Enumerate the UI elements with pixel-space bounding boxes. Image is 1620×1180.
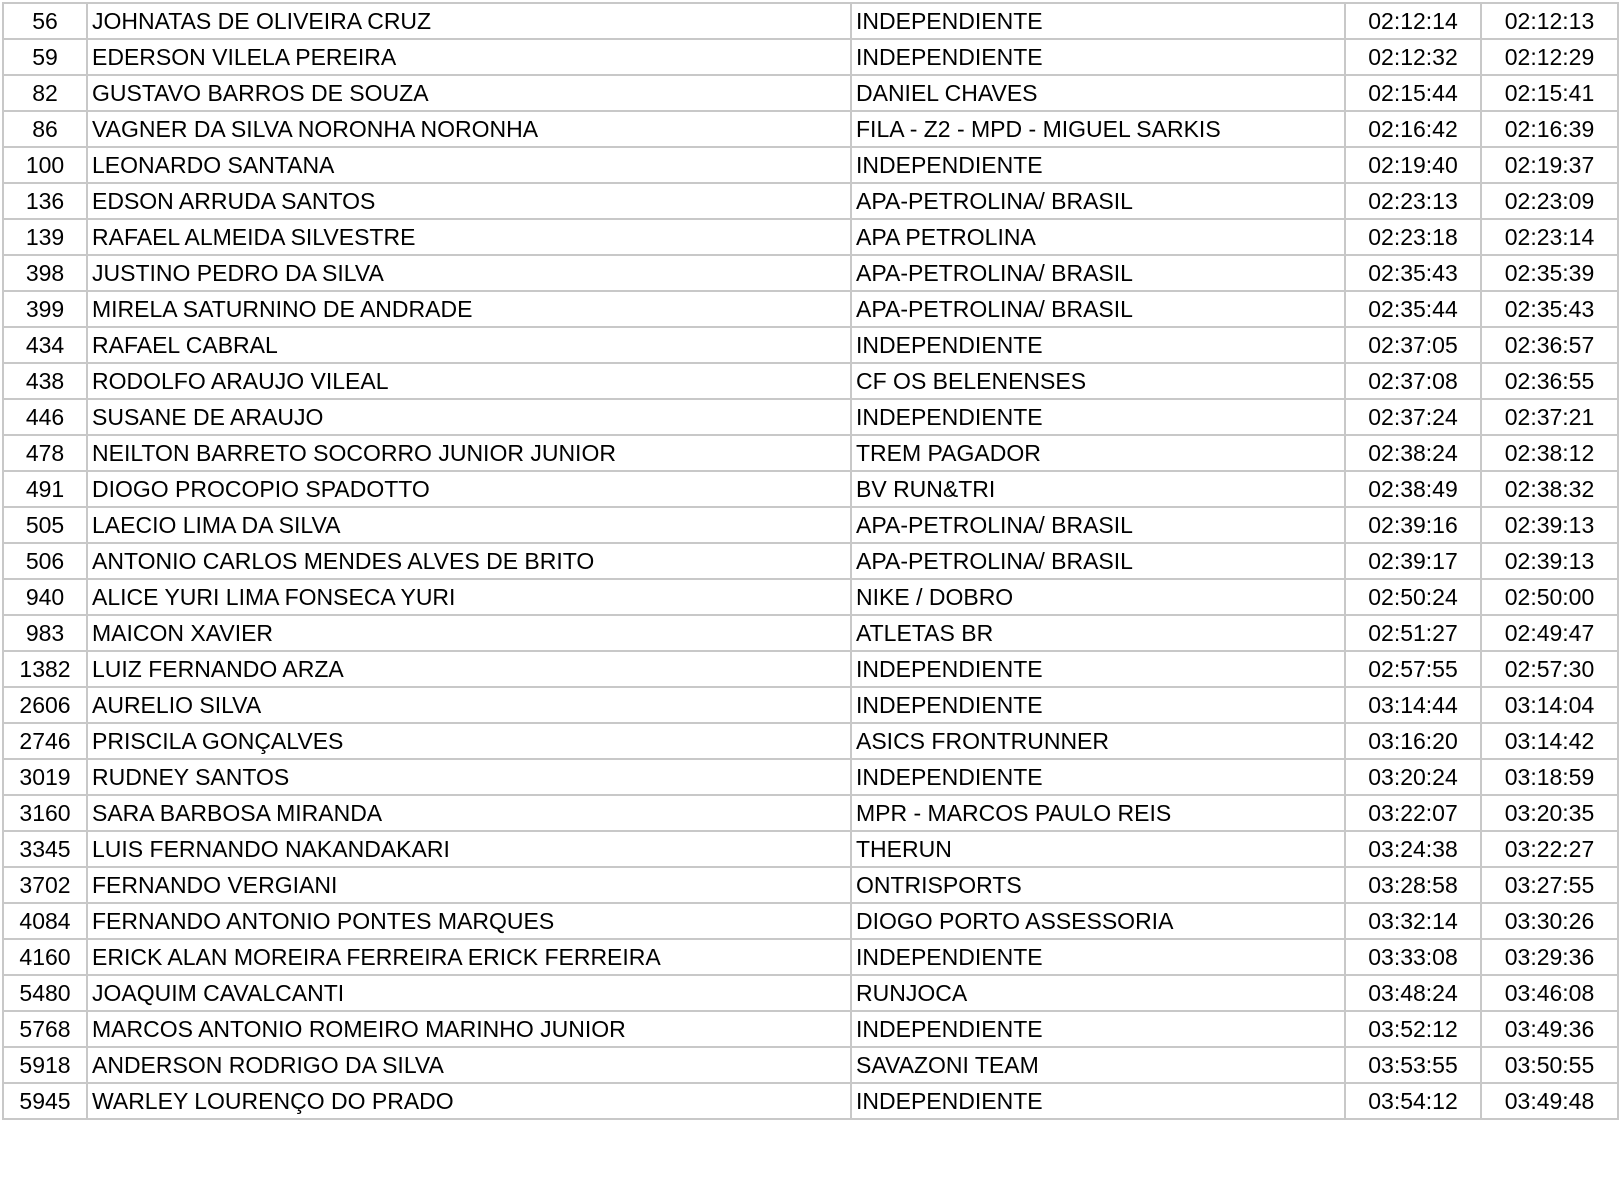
gross-time-cell: 02:39:17 [1345,543,1481,579]
bib-number-cell: 86 [3,111,87,147]
bib-number-cell: 3160 [3,795,87,831]
gross-time-cell: 02:12:14 [1345,3,1481,39]
table-row [3,3,1618,39]
bib-number-cell: 3702 [3,867,87,903]
gross-time-cell: 02:23:13 [1345,183,1481,219]
team-cell: APA-PETROLINA/ BRASIL [851,543,1345,579]
bib-number-cell: 491 [3,471,87,507]
team-cell: SAVAZONI TEAM [851,1047,1345,1083]
gross-time-cell: 03:16:20 [1345,723,1481,759]
team-cell: ONTRISPORTS [851,867,1345,903]
gross-time-cell: 02:39:16 [1345,507,1481,543]
runner-name-cell: RUDNEY SANTOS [87,759,851,795]
team-cell: APA-PETROLINA/ BRASIL [851,255,1345,291]
runner-name-cell: JOHNATAS DE OLIVEIRA CRUZ [87,3,851,39]
team-cell: INDEPENDIENTE [851,939,1345,975]
gross-time-cell: 02:38:24 [1345,435,1481,471]
runner-name-cell: RAFAEL ALMEIDA SILVESTRE [87,219,851,255]
table-row [3,111,1618,147]
table-row [3,867,1618,903]
gross-time-cell: 02:35:44 [1345,291,1481,327]
bib-number-cell: 4084 [3,903,87,939]
table-row [3,831,1618,867]
table-row [3,39,1618,75]
bib-number-cell: 139 [3,219,87,255]
team-cell: INDEPENDIENTE [851,327,1345,363]
table-row [3,651,1618,687]
team-cell: FILA - Z2 - MPD - MIGUEL SARKIS [851,111,1345,147]
runner-name-cell: ALICE YURI LIMA FONSECA YURI [87,579,851,615]
table-row [3,1083,1618,1119]
table-row [3,435,1618,471]
gross-time-cell: 03:54:12 [1345,1083,1481,1119]
runner-name-cell: DIOGO PROCOPIO SPADOTTO [87,471,851,507]
net-time-cell: 02:23:14 [1481,219,1618,255]
runner-name-cell: LAECIO LIMA DA SILVA [87,507,851,543]
net-time-cell: 02:35:39 [1481,255,1618,291]
bib-number-cell: 4160 [3,939,87,975]
team-cell: INDEPENDIENTE [851,651,1345,687]
bib-number-cell: 1382 [3,651,87,687]
team-cell: INDEPENDIENTE [851,759,1345,795]
table-row [3,903,1618,939]
net-time-cell: 03:20:35 [1481,795,1618,831]
gross-time-cell: 02:12:32 [1345,39,1481,75]
gross-time-cell: 03:52:12 [1345,1011,1481,1047]
runner-name-cell: RAFAEL CABRAL [87,327,851,363]
runner-name-cell: JUSTINO PEDRO DA SILVA [87,255,851,291]
bib-number-cell: 478 [3,435,87,471]
gross-time-cell: 03:14:44 [1345,687,1481,723]
runner-name-cell: WARLEY LOURENÇO DO PRADO [87,1083,851,1119]
runner-name-cell: EDSON ARRUDA SANTOS [87,183,851,219]
runner-name-cell: MAICON XAVIER [87,615,851,651]
gross-time-cell: 03:53:55 [1345,1047,1481,1083]
net-time-cell: 02:12:13 [1481,3,1618,39]
team-cell: INDEPENDIENTE [851,1083,1345,1119]
bib-number-cell: 3019 [3,759,87,795]
team-cell: THERUN [851,831,1345,867]
table-row [3,939,1618,975]
net-time-cell: 02:38:12 [1481,435,1618,471]
runner-name-cell: SUSANE DE ARAUJO [87,399,851,435]
bib-number-cell: 5945 [3,1083,87,1119]
net-time-cell: 02:57:30 [1481,651,1618,687]
gross-time-cell: 02:51:27 [1345,615,1481,651]
runner-name-cell: SARA BARBOSA MIRANDA [87,795,851,831]
net-time-cell: 03:14:04 [1481,687,1618,723]
bib-number-cell: 506 [3,543,87,579]
table-row [3,327,1618,363]
table-row [3,975,1618,1011]
bib-number-cell: 2606 [3,687,87,723]
runner-name-cell: NEILTON BARRETO SOCORRO JUNIOR JUNIOR [87,435,851,471]
runner-name-cell: MARCOS ANTONIO ROMEIRO MARINHO JUNIOR [87,1011,851,1047]
bib-number-cell: 3345 [3,831,87,867]
team-cell: INDEPENDIENTE [851,399,1345,435]
bib-number-cell: 56 [3,3,87,39]
bib-number-cell: 983 [3,615,87,651]
bib-number-cell: 398 [3,255,87,291]
runner-name-cell: JOAQUIM CAVALCANTI [87,975,851,1011]
runner-name-cell: LUIZ FERNANDO ARZA [87,651,851,687]
net-time-cell: 02:50:00 [1481,579,1618,615]
team-cell: DANIEL CHAVES [851,75,1345,111]
team-cell: NIKE / DOBRO [851,579,1345,615]
bib-number-cell: 434 [3,327,87,363]
gross-time-cell: 02:37:08 [1345,363,1481,399]
table-row [3,399,1618,435]
net-time-cell: 02:16:39 [1481,111,1618,147]
bib-number-cell: 5768 [3,1011,87,1047]
table-row [3,543,1618,579]
table-row [3,615,1618,651]
net-time-cell: 02:37:21 [1481,399,1618,435]
net-time-cell: 03:49:36 [1481,1011,1618,1047]
team-cell: INDEPENDIENTE [851,39,1345,75]
net-time-cell: 03:27:55 [1481,867,1618,903]
net-time-cell: 02:49:47 [1481,615,1618,651]
team-cell: TREM PAGADOR [851,435,1345,471]
gross-time-cell: 02:23:18 [1345,219,1481,255]
runner-name-cell: LUIS FERNANDO NAKANDAKARI [87,831,851,867]
net-time-cell: 02:19:37 [1481,147,1618,183]
net-time-cell: 03:29:36 [1481,939,1618,975]
net-time-cell: 02:36:55 [1481,363,1618,399]
team-cell: BV RUN&TRI [851,471,1345,507]
gross-time-cell: 02:38:49 [1345,471,1481,507]
gross-time-cell: 02:50:24 [1345,579,1481,615]
team-cell: APA-PETROLINA/ BRASIL [851,183,1345,219]
net-time-cell: 03:30:26 [1481,903,1618,939]
bib-number-cell: 505 [3,507,87,543]
table-row [3,147,1618,183]
table-row [3,291,1618,327]
net-time-cell: 02:39:13 [1481,543,1618,579]
gross-time-cell: 02:35:43 [1345,255,1481,291]
table-row [3,75,1618,111]
bib-number-cell: 5480 [3,975,87,1011]
team-cell: MPR - MARCOS PAULO REIS [851,795,1345,831]
bib-number-cell: 5918 [3,1047,87,1083]
team-cell: ASICS FRONTRUNNER [851,723,1345,759]
runner-name-cell: ERICK ALAN MOREIRA FERREIRA ERICK FERREIRA [87,939,851,975]
bib-number-cell: 940 [3,579,87,615]
runner-name-cell: PRISCILA GONÇALVES [87,723,851,759]
net-time-cell: 02:35:43 [1481,291,1618,327]
runner-name-cell: ANDERSON RODRIGO DA SILVA [87,1047,851,1083]
gross-time-cell: 03:20:24 [1345,759,1481,795]
team-cell: APA PETROLINA [851,219,1345,255]
net-time-cell: 02:15:41 [1481,75,1618,111]
bib-number-cell: 399 [3,291,87,327]
gross-time-cell: 02:16:42 [1345,111,1481,147]
gross-time-cell: 02:37:05 [1345,327,1481,363]
team-cell: INDEPENDIENTE [851,1011,1345,1047]
table-row [3,507,1618,543]
net-time-cell: 03:50:55 [1481,1047,1618,1083]
table-row [3,759,1618,795]
gross-time-cell: 02:57:55 [1345,651,1481,687]
table-row [3,363,1618,399]
table-row [3,1011,1618,1047]
table-row [3,255,1618,291]
table-row [3,183,1618,219]
team-cell: CF OS BELENENSES [851,363,1345,399]
gross-time-cell: 02:19:40 [1345,147,1481,183]
net-time-cell: 03:14:42 [1481,723,1618,759]
net-time-cell: 03:18:59 [1481,759,1618,795]
runner-name-cell: LEONARDO SANTANA [87,147,851,183]
gross-time-cell: 03:22:07 [1345,795,1481,831]
team-cell: INDEPENDIENTE [851,147,1345,183]
team-cell: RUNJOCA [851,975,1345,1011]
bib-number-cell: 136 [3,183,87,219]
team-cell: INDEPENDIENTE [851,687,1345,723]
runner-name-cell: FERNANDO VERGIANI [87,867,851,903]
runner-name-cell: VAGNER DA SILVA NORONHA NORONHA [87,111,851,147]
runner-name-cell: EDERSON VILELA PEREIRA [87,39,851,75]
team-cell: APA-PETROLINA/ BRASIL [851,291,1345,327]
table-row [3,723,1618,759]
table-row [3,579,1618,615]
net-time-cell: 03:22:27 [1481,831,1618,867]
team-cell: ATLETAS BR [851,615,1345,651]
table-row [3,219,1618,255]
runner-name-cell: AURELIO SILVA [87,687,851,723]
gross-time-cell: 02:37:24 [1345,399,1481,435]
net-time-cell: 02:23:09 [1481,183,1618,219]
table-row [3,795,1618,831]
gross-time-cell: 03:48:24 [1345,975,1481,1011]
net-time-cell: 02:39:13 [1481,507,1618,543]
gross-time-cell: 03:24:38 [1345,831,1481,867]
bib-number-cell: 59 [3,39,87,75]
table-row [3,471,1618,507]
bib-number-cell: 2746 [3,723,87,759]
team-cell: INDEPENDIENTE [851,3,1345,39]
net-time-cell: 03:46:08 [1481,975,1618,1011]
gross-time-cell: 03:28:58 [1345,867,1481,903]
net-time-cell: 02:12:29 [1481,39,1618,75]
team-cell: DIOGO PORTO ASSESSORIA [851,903,1345,939]
bib-number-cell: 446 [3,399,87,435]
net-time-cell: 03:49:48 [1481,1083,1618,1119]
table-row [3,687,1618,723]
gross-time-cell: 03:32:14 [1345,903,1481,939]
results-table [2,2,1619,1120]
runner-name-cell: RODOLFO ARAUJO VILEAL [87,363,851,399]
runner-name-cell: FERNANDO ANTONIO PONTES MARQUES [87,903,851,939]
runner-name-cell: GUSTAVO BARROS DE SOUZA [87,75,851,111]
results-body [3,3,1618,1119]
net-time-cell: 02:38:32 [1481,471,1618,507]
table-row [3,1047,1618,1083]
bib-number-cell: 438 [3,363,87,399]
net-time-cell: 02:36:57 [1481,327,1618,363]
gross-time-cell: 03:33:08 [1345,939,1481,975]
bib-number-cell: 100 [3,147,87,183]
runner-name-cell: ANTONIO CARLOS MENDES ALVES DE BRITO [87,543,851,579]
bib-number-cell: 82 [3,75,87,111]
team-cell: APA-PETROLINA/ BRASIL [851,507,1345,543]
gross-time-cell: 02:15:44 [1345,75,1481,111]
runner-name-cell: MIRELA SATURNINO DE ANDRADE [87,291,851,327]
